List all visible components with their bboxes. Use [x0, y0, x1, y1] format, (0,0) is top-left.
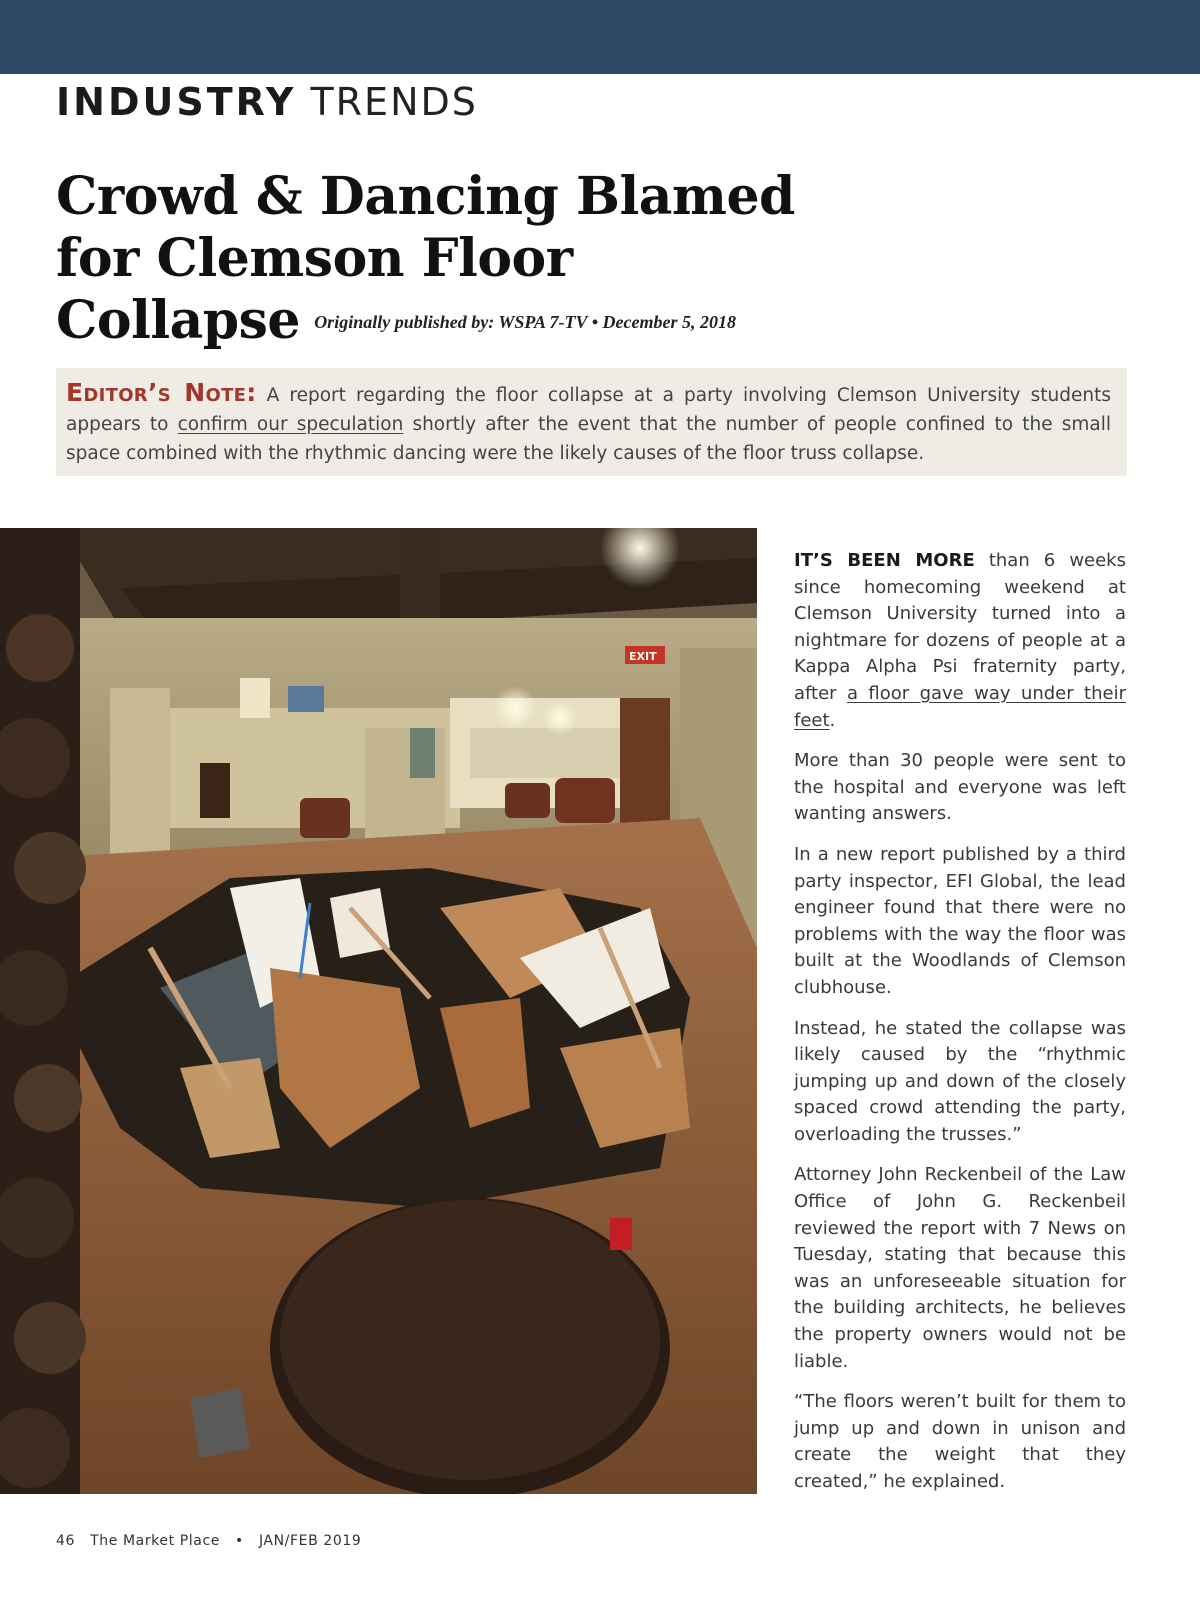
publication-name: The Market Place	[90, 1533, 220, 1549]
article-paragraph-3: In a new report published by a third party inspector, EFI Global, the lead engineer found that there were no problems with the way the floor was built at the Woodlands of Clemson clubhouse.	[794, 843, 1126, 998]
article-p1-end: .	[829, 709, 836, 731]
editors-note-text-before: A report regarding the floor collapse at a party involving Clemson University students appears to	[66, 385, 1111, 435]
byline: Originally published by: WSPA 7-TV • December 5, 2018	[314, 312, 736, 332]
header-bar	[0, 0, 1200, 74]
editors-note-label: Editor’s Note:	[66, 378, 257, 407]
article-paragraph-6: “The floors weren’t built for them to jump up and down in unison and create the weight that they created,” he explained.	[794, 1391, 1126, 1492]
collapse-photo	[0, 528, 757, 1494]
editors-note	[56, 368, 1127, 476]
issue-date: JAN/FEB 2019	[258, 1533, 362, 1549]
collapse-photo-illustration	[0, 528, 757, 1494]
headline: Crowd & Dancing Blamed for Clemson Floor Collapse	[56, 166, 795, 351]
article-paragraph-2: More than 30 people were sent to the hospital and everyone was left wanting answers.	[794, 750, 1126, 825]
section-label-light: TRENDS	[310, 80, 478, 124]
article-paragraph-1	[794, 548, 1126, 734]
exit-sign-text: EXIT	[629, 650, 657, 663]
section-label-bold: INDUSTRY	[56, 80, 297, 124]
article-p1-text: than 6 weeks since homecoming weekend at Clemson University turned into a nightmare for dozens of people at a Kappa Alpha Psi fraternity party, after	[794, 550, 1126, 704]
page-footer	[56, 1533, 371, 1549]
article-p1-link[interactable]: a floor gave way under their feet	[794, 682, 1126, 731]
article-lead-in: IT’S BEEN MORE	[794, 550, 975, 571]
article-paragraph-5: Attorney John Reckenbeil of the Law Office of John G. Reckenbeil reviewed the report with 7 News on Tuesday, stating that because this was an unforeseeable situation for the building architects, he believes the property owners would not be liable.	[794, 1164, 1126, 1372]
section-label	[56, 80, 478, 124]
editors-note-link[interactable]: confirm our speculation	[177, 414, 404, 435]
footer-separator: •	[235, 1533, 244, 1549]
page-number: 46	[56, 1533, 76, 1549]
article-body	[794, 548, 1126, 1510]
editors-note-text-after: shortly after the event that the number of people confined to the small space combined with the rhythmic dancing were the likely causes of the floor truss collapse.	[66, 414, 1112, 464]
article-paragraph-4: Instead, he stated the collapse was likely caused by the “rhythmic jumping up and down of the closely spaced crowd attending the party, overloading the trusses.”	[794, 1017, 1126, 1145]
